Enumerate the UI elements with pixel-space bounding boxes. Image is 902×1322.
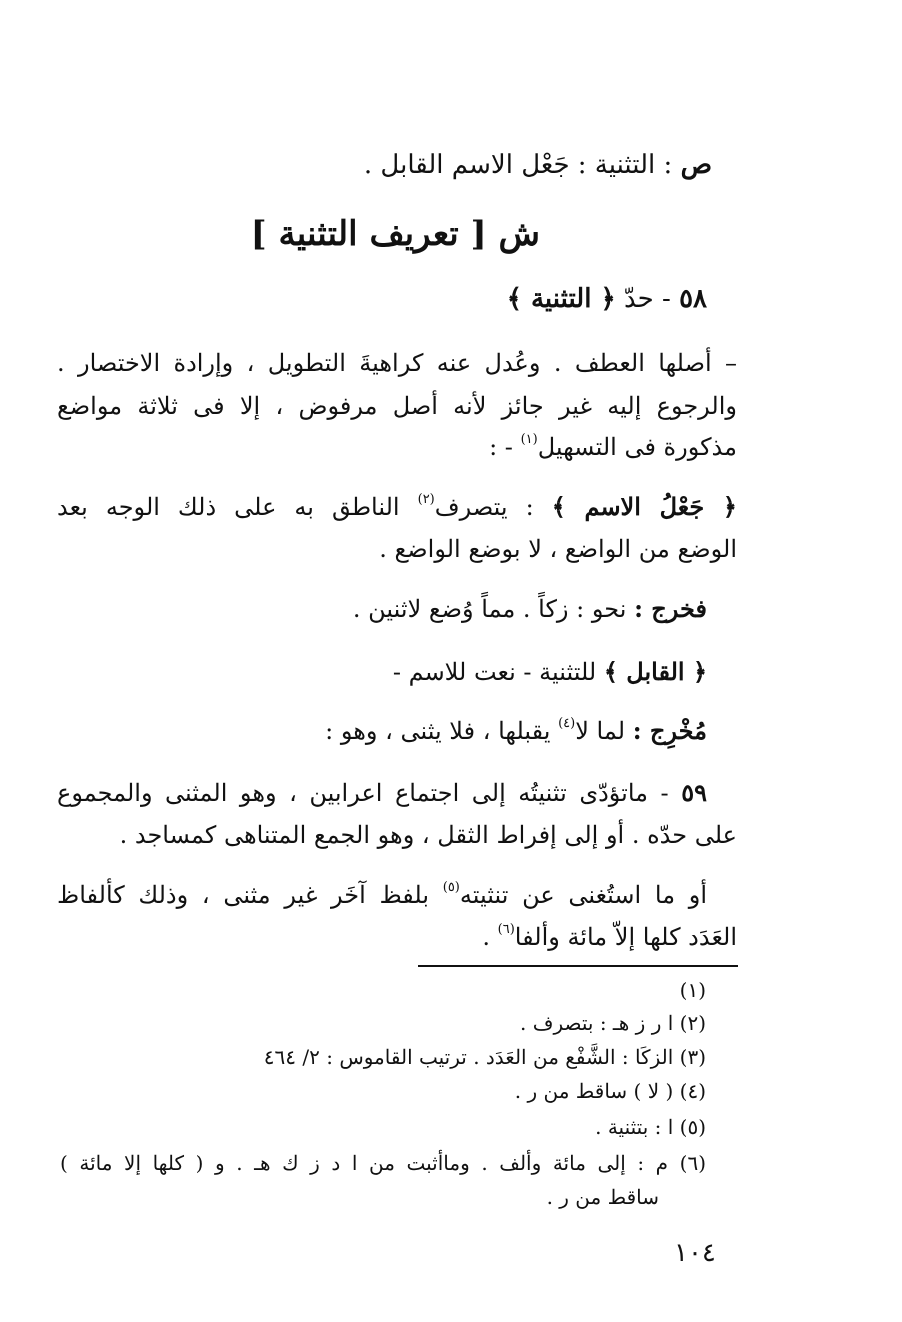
paragraph-text: أو ما استُغنى عن تنثيته — [459, 881, 707, 909]
paragraph-line — [482, 920, 737, 954]
paragraph-text: - : — [489, 433, 513, 461]
footnote-ref: (١) — [520, 432, 538, 447]
paragraph-line — [353, 592, 707, 626]
footnote-2: (٢) ا ر ز هـ : بتصرف . — [520, 1011, 706, 1035]
footnote-1: (١) — [679, 978, 706, 1002]
header-abbr: ص — [680, 150, 712, 180]
paragraph-line: والرجوع إليه غير جائز لأنه أصل مرفوض ، إلا فى ثلاثة مواضع — [57, 392, 737, 420]
paragraph-line: الوضع من الواضع ، لا بوضع الواضع . — [379, 535, 737, 563]
paragraph-line: – أصلها العطف . وعُدل عنه كراهيةَ التطويل ، وإرادة الاختصار . — [57, 349, 737, 377]
entry-59-number: ٥٩ — [681, 778, 707, 807]
entry-58-number: ٥٨ — [679, 284, 707, 314]
term-qabil: ﴿ القابل ﴾ — [603, 657, 707, 686]
term-fakhraj: فخرج : — [634, 594, 707, 623]
entry-58-heading — [507, 282, 707, 316]
footnote-4: (٤) ( لا ) ساقط من ر . — [514, 1079, 706, 1103]
footnote-5: (٥) ا : بتثنية . — [595, 1115, 706, 1139]
paragraph-line — [393, 655, 707, 689]
paragraph-text: للتثنية - نعت للاسم - — [392, 658, 597, 686]
header-text: : التثنية : جَعْل الاسم القابل . — [363, 150, 673, 180]
footnote-divider — [418, 965, 738, 967]
section-title: ش [ تعريف التثنية ] — [250, 214, 540, 254]
footnote-ref: (٢) — [417, 492, 435, 507]
paragraph-line — [57, 776, 707, 810]
paragraph-text: يقبلها ، فلا يثنى ، وهو : — [325, 717, 551, 745]
paragraph-line — [57, 878, 707, 912]
paragraph-text: بلفظ آخَر غير مثنى ، وذلك كألفاظ — [57, 881, 430, 909]
paragraph-text: نحو : زكاً . مماً وُضع لاثنين . — [352, 595, 627, 623]
entry-58-dash: - حدّ — [624, 284, 671, 314]
paragraph-line — [57, 490, 737, 524]
footnote-ref: (٥) — [442, 880, 460, 895]
paragraph-text: - ماتؤدّى تثنيتُه إلى اجتماع اعرابين ، وهو المثنى والمجموع — [57, 779, 669, 807]
paragraph-text: العَدَد كلها إلاّ مائة وألفا — [514, 923, 737, 951]
term-jal-alism: ﴿ جَعْلُ الاسم ﴾ — [551, 492, 737, 521]
term-mukhrij: مُخْرِج : — [632, 716, 707, 745]
entry-58-term: ﴿ التثنية ﴾ — [506, 284, 616, 314]
page-number: ١٠٤ — [674, 1238, 716, 1268]
paragraph-text: : يتصرف — [434, 493, 534, 521]
header-line — [364, 148, 712, 182]
paragraph-line — [489, 430, 737, 464]
footnote-3: (٣) الزكَا : الشَّفْع من العَدَد . ترتيب القاموس : ٢/ ٤٦٤ — [263, 1045, 706, 1069]
paragraph-text: . — [482, 923, 491, 951]
paragraph-line — [325, 714, 707, 748]
paragraph-text: الناطق به على ذلك الوجه بعد — [57, 493, 400, 521]
footnote-ref: (٤) — [558, 716, 576, 731]
paragraph-line: على حدّه . أو إلى إفراط الثقل ، وهو الجمع المتناهى كمساجد . — [119, 821, 737, 849]
footnote-6: (٦) م : إلى مائة وألف . وماأثبت من ا د ز ك هـ . و ( كلها إلا مائة ) — [60, 1151, 707, 1175]
paragraph-text: لما لا — [575, 717, 626, 745]
paragraph-text: مذكورة فى التسهيل — [537, 433, 737, 461]
footnote-6-continued: ساقط من ر . — [546, 1185, 659, 1209]
footnote-ref: (٦) — [497, 922, 515, 937]
